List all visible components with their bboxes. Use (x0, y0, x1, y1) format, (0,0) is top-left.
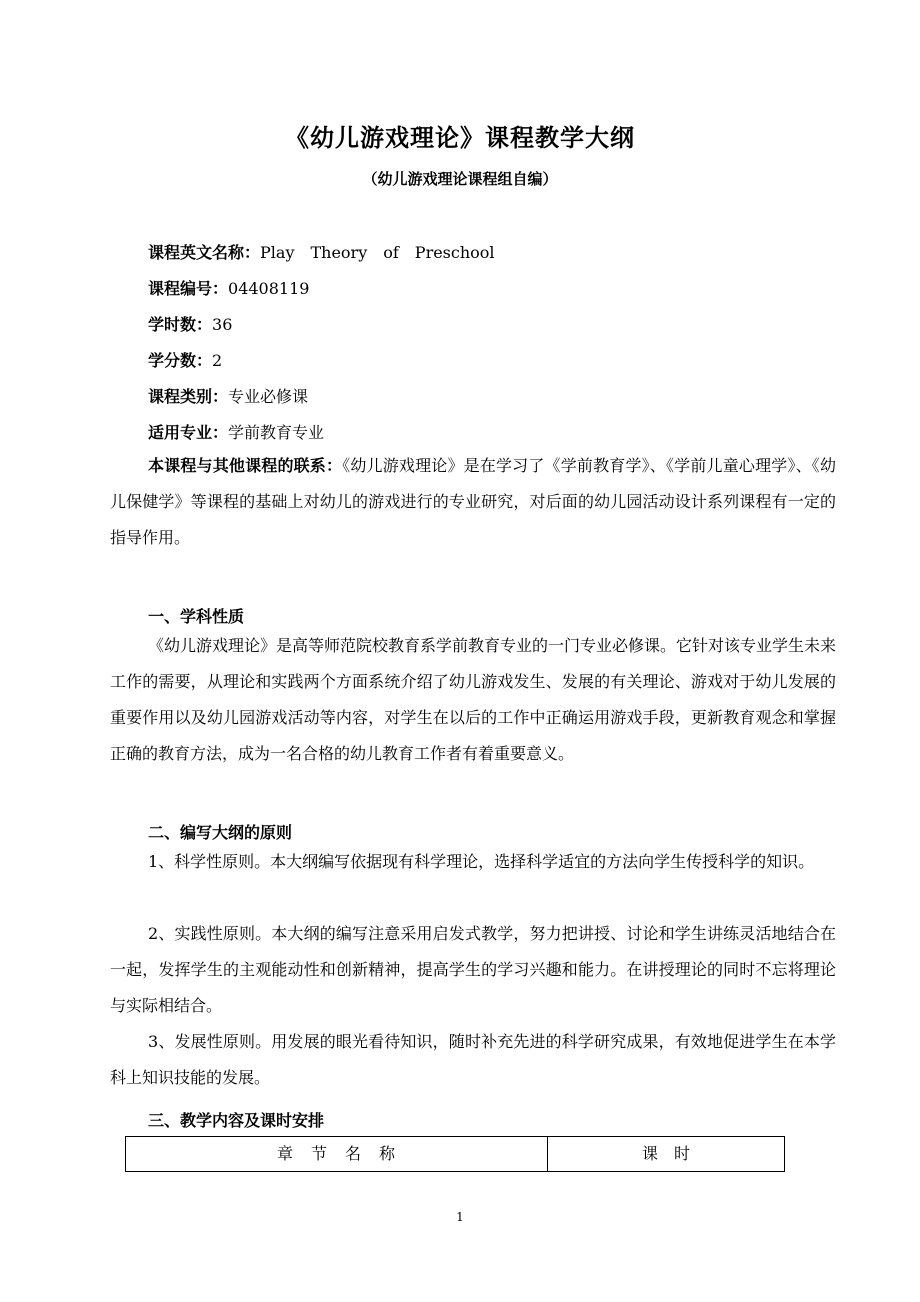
relation-text: 《幼儿游戏理论》是在学习了《学前教育学》、《学前儿童心理学》、《幼儿保健学》等课程的基础上对幼儿的游戏进行的专业研究，对后面的幼儿园活动设计系列课程有一定的指导作用。 (110, 456, 836, 547)
category-line (148, 384, 308, 407)
principle-item-scientific: 1、科学性原则。本大纲编写依据现有科学理论，选择科学适宜的方法向学生传授科学的知识。 (148, 852, 815, 871)
credits-line (148, 348, 222, 371)
major-value: 学前教育专业 (228, 423, 325, 442)
document-title: 《幼儿游戏理论》课程教学大纲 (285, 124, 635, 152)
credits-value: 2 (212, 351, 223, 370)
section-heading-principles: 二、编写大纲的原则 (148, 823, 293, 842)
course-code-value: 04408119 (228, 279, 310, 298)
table-header-chapter: 章 节 名 称 (126, 1137, 548, 1171)
syllabus-table-header (125, 1136, 785, 1172)
section-heading-content: 三、教学内容及课时安排 (148, 1111, 325, 1130)
category-value: 专业必修课 (228, 387, 309, 406)
relation-label: 本课程与其他课程的联系： (148, 456, 343, 475)
english-name-line (148, 240, 495, 263)
english-name-label: 课程英文名称： (148, 243, 261, 262)
section-heading-nature: 一、学科性质 (148, 607, 245, 626)
principle-item-developmental: 3、发展性原则。用发展的眼光看待知识，随时补充先进的科学研究成果，有效地促进学生在本学科上知识技能的发展。 (110, 1032, 836, 1087)
page-number: 1 (456, 1210, 464, 1224)
hours-line (148, 312, 232, 335)
credits-label: 学分数： (148, 351, 213, 370)
hours-value: 36 (212, 315, 233, 334)
table-header-hours: 课 时 (641, 1144, 690, 1163)
category-label: 课程类别： (148, 387, 229, 406)
major-label: 适用专业： (148, 423, 229, 442)
relation-paragraph (110, 448, 836, 556)
course-code-label: 课程编号： (148, 279, 229, 298)
nature-paragraph: 《幼儿游戏理论》是高等师范院校教育系学前教育专业的一门专业必修课。它针对该专业学生未来工作的需要，从理论和实践两个方面系统介绍了幼儿游戏发生、发展的有关理论、游戏对于幼儿发展的重要作用以及幼儿园游戏活动等内容，对学生在以后的工作中正确运用游戏手段，更新教育观念和掌握正确的教育方法，成为一名合格的幼儿教育工作者有着重要意义。 (110, 636, 837, 763)
document-subtitle: （幼儿游戏理论课程组自编） (362, 170, 558, 188)
english-name-value: Play Theory of Preschool (260, 243, 495, 262)
major-line (148, 420, 324, 443)
course-code-line (148, 276, 309, 299)
hours-label: 学时数： (148, 315, 213, 334)
principle-item-practical: 2、实践性原则。本大纲的编写注意采用启发式教学，努力把讲授、讨论和学生讲练灵活地结合在一起，发挥学生的主观能动性和创新精神，提高学生的学习兴趣和能力。在讲授理论的同时不忘将理论与实际相结合。 (110, 924, 836, 1015)
